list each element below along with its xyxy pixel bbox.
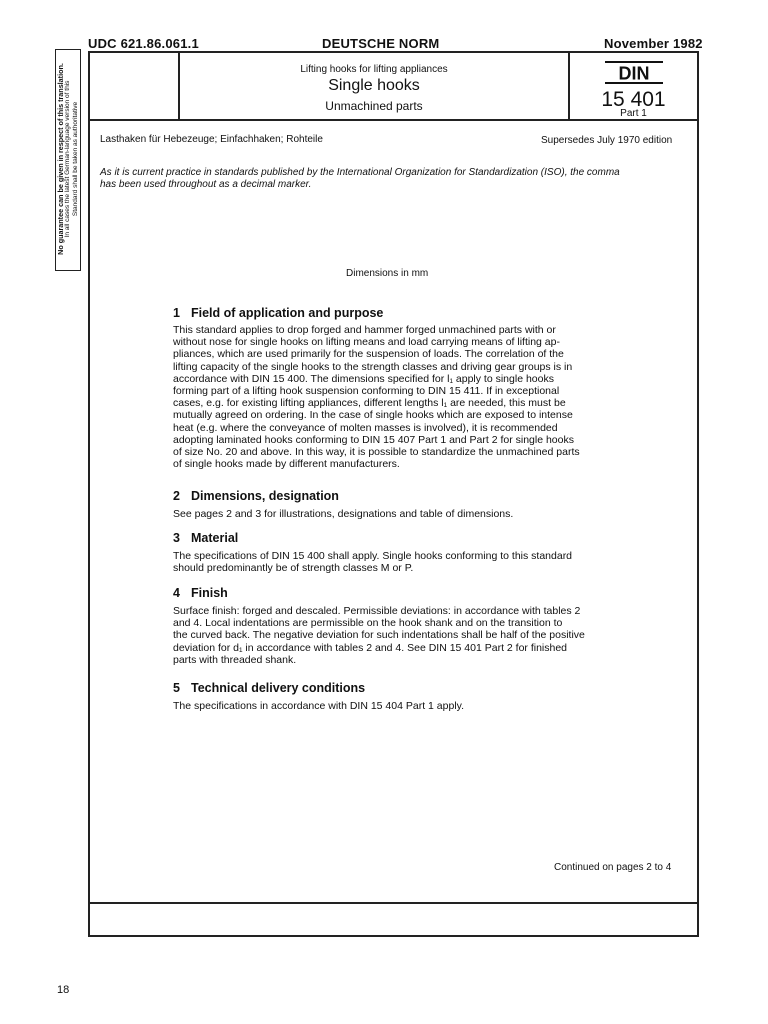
translation-disclaimer — [55, 49, 81, 271]
section-body — [173, 324, 693, 470]
section-heading — [173, 681, 365, 695]
disclaimer-line-2: In all cases the latest German-language version of this — [64, 80, 72, 238]
text-line: The specifications in accordance with DIN 15 404 Part 1 apply. — [173, 700, 465, 712]
dimensions-note: Dimensions in mm — [346, 268, 429, 279]
text-line: of size No. 20 and above. In this way, it is possible to standardize the unmachined parts — [173, 446, 580, 459]
issue-date: November 1982 — [604, 36, 703, 51]
title-subject: Lifting hooks for lifting appliances — [300, 64, 448, 75]
part-label: Part 1 — [620, 108, 647, 119]
title-left-cell — [88, 51, 180, 121]
text-line: the curved back. The negative deviation for such indentations shall be half of the positive — [173, 629, 585, 642]
text-line: without nose for single hooks on lifting means and load carrying means of lifting ap- — [173, 336, 560, 349]
section-title: Material — [191, 531, 239, 545]
section-number: 2 — [173, 489, 180, 503]
text-line: cases, e.g. for existing lifting appliances, different lengths l₁ are needed, this must be — [173, 397, 566, 410]
section-body — [173, 700, 693, 712]
section-body — [173, 605, 693, 666]
title-main: Single hooks — [328, 77, 420, 94]
text-line: pliances, which are used primarily for the suspension of loads. The correlation of the — [173, 348, 564, 361]
section-title: Dimensions, designation — [191, 489, 339, 503]
text-line: and 4. Local indentations are permissible on the hook shank and on the transition to — [173, 617, 563, 630]
section-number: 3 — [173, 531, 180, 545]
text-line: deviation for d₁ in accordance with tables 2 and 4. See DIN 15 401 Part 2 for finished — [173, 641, 568, 654]
decimal-note-line-1: As it is current practice in standards published by the International Organization for Standardization (ISO), the comma — [100, 167, 620, 178]
disclaimer-line-3: Standard shall be taken as authoritative — [71, 101, 79, 217]
title-divider — [88, 119, 699, 121]
supersedes-note: Supersedes July 1970 edition — [541, 135, 673, 146]
text-line: lifting capacity of the single hooks to the strength classes and driving gear groups is in — [173, 360, 573, 373]
text-line: should predominantly be of strength classes M or P. — [173, 562, 414, 575]
text-line: heat (e.g. where the conveyance of molten masses is involved), it is recommended — [173, 421, 558, 434]
page-number: 18 — [57, 984, 70, 996]
section-heading — [173, 489, 339, 503]
section-title: Technical delivery conditions — [191, 681, 366, 695]
section-body — [173, 508, 693, 520]
text-line: forming part of a lifting hook suspension conforming to DIN 15 411. If in exceptional — [173, 385, 560, 398]
text-line: Surface finish: forged and descaled. Permissible deviations: in accordance with tables 2 — [173, 605, 581, 617]
continued-note: Continued on pages 2 to 4 — [554, 862, 672, 873]
text-line: This standard applies to drop forged and hammer forged unmachined parts with or — [173, 324, 556, 336]
text-line: mutually agreed on ordering. In the case of single hooks which are exposed to intense — [173, 409, 573, 422]
din-logo — [604, 60, 664, 85]
norm-label: DEUTSCHE NORM — [322, 36, 440, 51]
section-title: Field of application and purpose — [191, 306, 384, 320]
text-line: The specifications of DIN 15 400 shall apply. Single hooks conforming to this standard — [173, 550, 573, 562]
text-line: adopting laminated hooks conforming to DIN 15 407 Part 1 and Part 2 for single hooks — [173, 433, 574, 446]
section-title: Finish — [191, 586, 228, 600]
section-heading — [173, 586, 228, 600]
text-line: accordance with DIN 15 400. The dimensions specified for l₁ apply to single hooks — [173, 372, 554, 385]
section-number: 5 — [173, 681, 180, 695]
disclaimer-line-1: No guarantee can be given in respect of this translation. — [56, 63, 65, 255]
section-heading — [173, 531, 238, 545]
bottom-divider — [88, 902, 699, 904]
section-heading — [173, 306, 383, 320]
text-line: of single hooks made by different manufacturers. — [173, 458, 400, 471]
din-logo-text: DIN — [618, 63, 650, 84]
german-title: Lasthaken für Hebezeuge; Einfachhaken; Rohteile — [100, 134, 323, 145]
title-sub: Unmachined parts — [325, 99, 423, 113]
section-number: 4 — [173, 586, 180, 600]
section-number: 1 — [173, 306, 180, 320]
section-body — [173, 550, 693, 574]
standard-number: 15 401 — [601, 88, 666, 111]
udc-code: UDC 621.86.061.1 — [88, 36, 199, 51]
decimal-note-line-2: has been used throughout as a decimal marker. — [100, 179, 312, 190]
text-line: parts with threaded shank. — [173, 653, 297, 666]
text-line: See pages 2 and 3 for illustrations, designations and table of dimensions. — [173, 508, 514, 520]
